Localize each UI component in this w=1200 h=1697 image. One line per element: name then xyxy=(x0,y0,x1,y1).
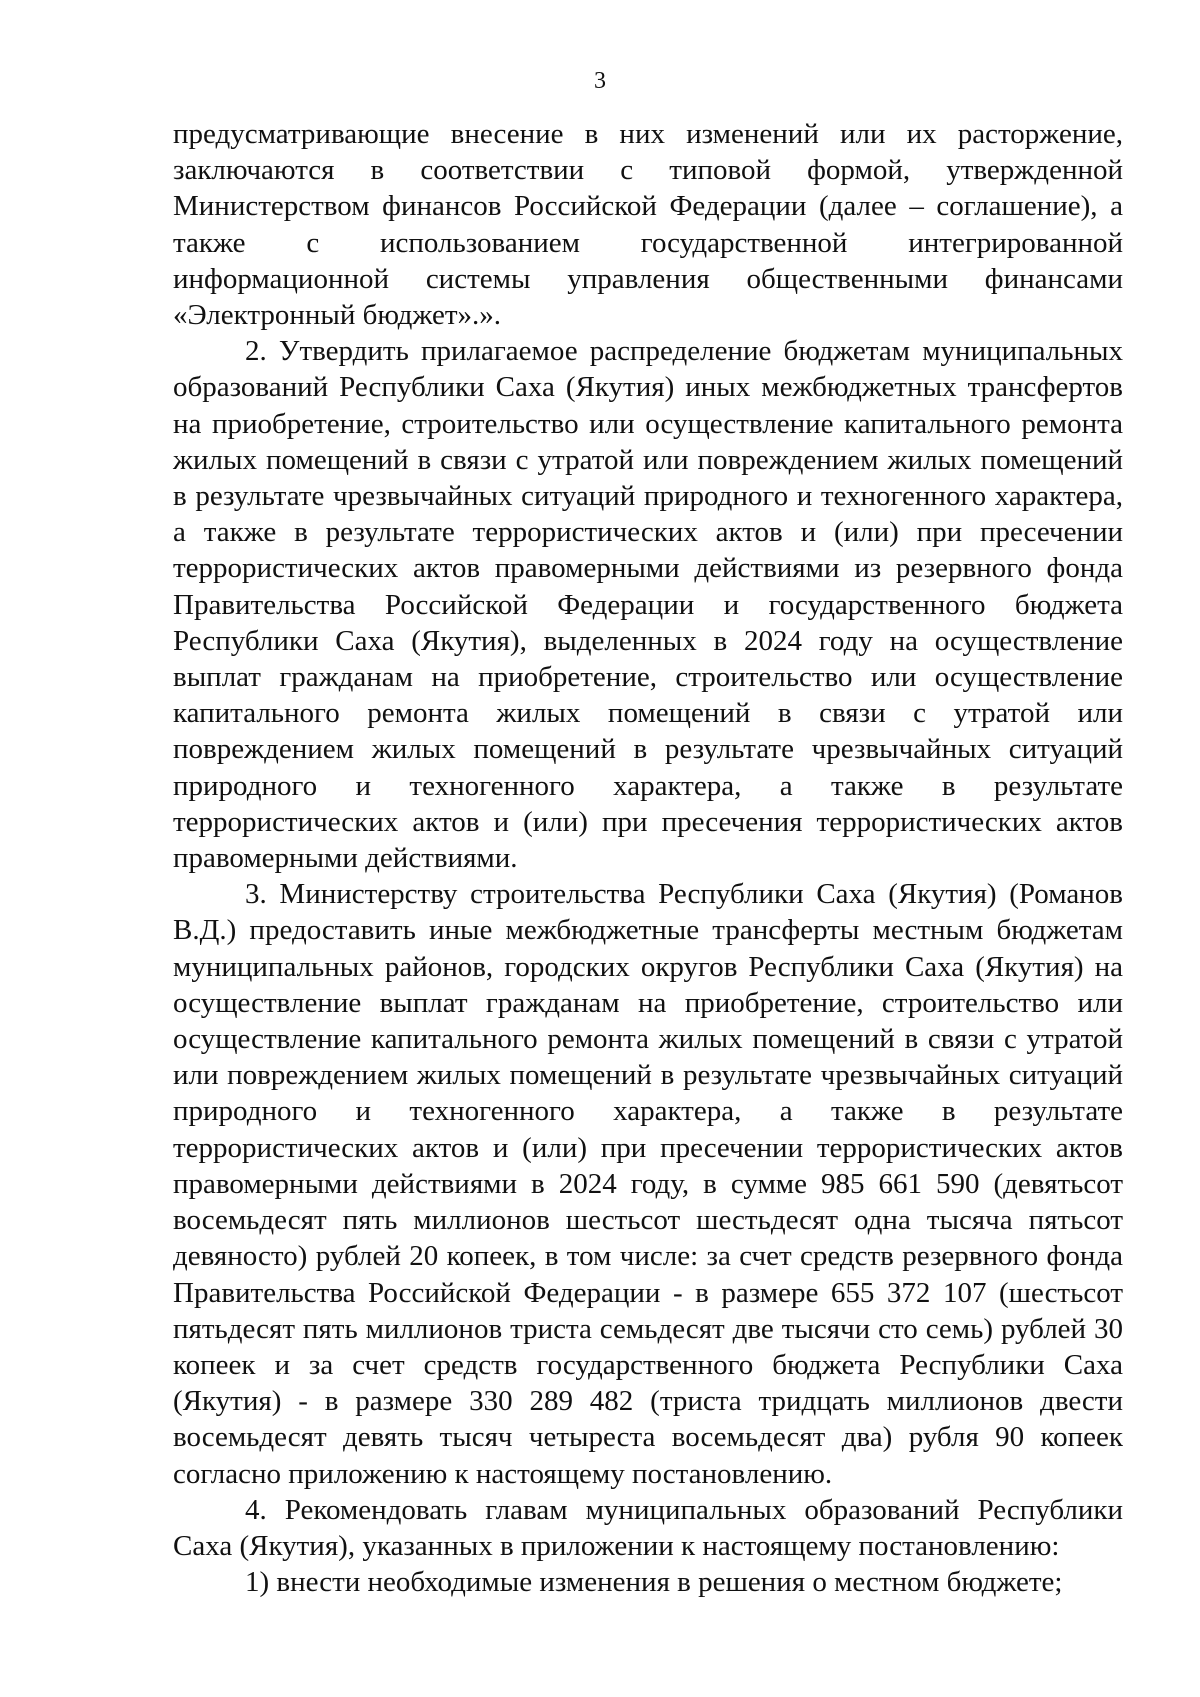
document-body xyxy=(173,116,1123,1600)
paragraph-item-4: 4. Рекомендовать главам муниципальных образований Республики Саха (Якутия), указанных в приложении к настоящему постановлению: xyxy=(173,1493,1123,1562)
paragraph-continuation: предусматривающие внесение в них изменений или их расторжение, заключаются в соответствии с типовой формой, утвержденной Министерством финансов Российской Федерации (далее – соглашение), а также с использованием государственной интегрированной информационной системы управления общественными финансами «Электронный бюджет».». xyxy=(173,118,1123,332)
paragraph-item-2: 2. Утвердить прилагаемое распределение бюджетам муниципальных образований Республики Саха (Якутия) иных межбюджетных трансфертов на приобретение, строительство или осуществление капитального ремонта жилых помещений в связи с утратой или повреждением жилых помещений в результате чрезвычайных ситуаций природного и техногенного характера, а также в результате террористических актов и (или) при пресечении террористических актов правомерными действиями из резервного фонда Правительства Российской Федерации и государственного бюджета Республики Саха (Якутия), выделенных в 2024 году на осуществление выплат гражданам на приобретение, строительство или осуществление капитального ремонта жилых помещений в связи с утратой или повреждением жилых помещений в результате чрезвычайных ситуаций природного и техногенного характера, а также в результате террористических актов и (или) при пресечения террористических актов правомерными действиями. xyxy=(173,335,1123,875)
paragraph-item-3: 3. Министерству строительства Республики Саха (Якутия) (Романов В.Д.) предоставить иные межбюджетные трансферты местным бюджетам муниципальных районов, городских округов Республики Саха (Якутия) на осуществление выплат гражданам на приобретение, строительство или осуществление капитального ремонта жилых помещений в связи с утратой или повреждением жилых помещений в результате чрезвычайных ситуаций природного и техногенного характера, а также в результате террористических актов и (или) при пресечении террористических актов правомерными действиями в 2024 году, в сумме 985 661 590 (девятьсот восемьдесят пять миллионов шестьсот шестьдесят одна тысяча пятьсот девяносто) рублей 20 копеек, в том числе: за счет средств резервного фонда Правительства Российской Федерации - в размере 655 372 107 (шестьсот пятьдесят пять миллионов триста семьдесят две тысячи сто семь) рублей 30 копеек и за счет средств государственного бюджета Республики Саха (Якутия) - в размере 330 289 482 (триста тридцать миллионов двести восемьдесят девять тысяч четыреста восемьдесят два) рубля 90 копеек согласно приложению к настоящему постановлению. xyxy=(173,878,1123,1490)
paragraph-subitem-1: 1) внести необходимые изменения в решения о местном бюджете; xyxy=(245,1566,1063,1599)
page-number: 3 xyxy=(594,68,606,94)
